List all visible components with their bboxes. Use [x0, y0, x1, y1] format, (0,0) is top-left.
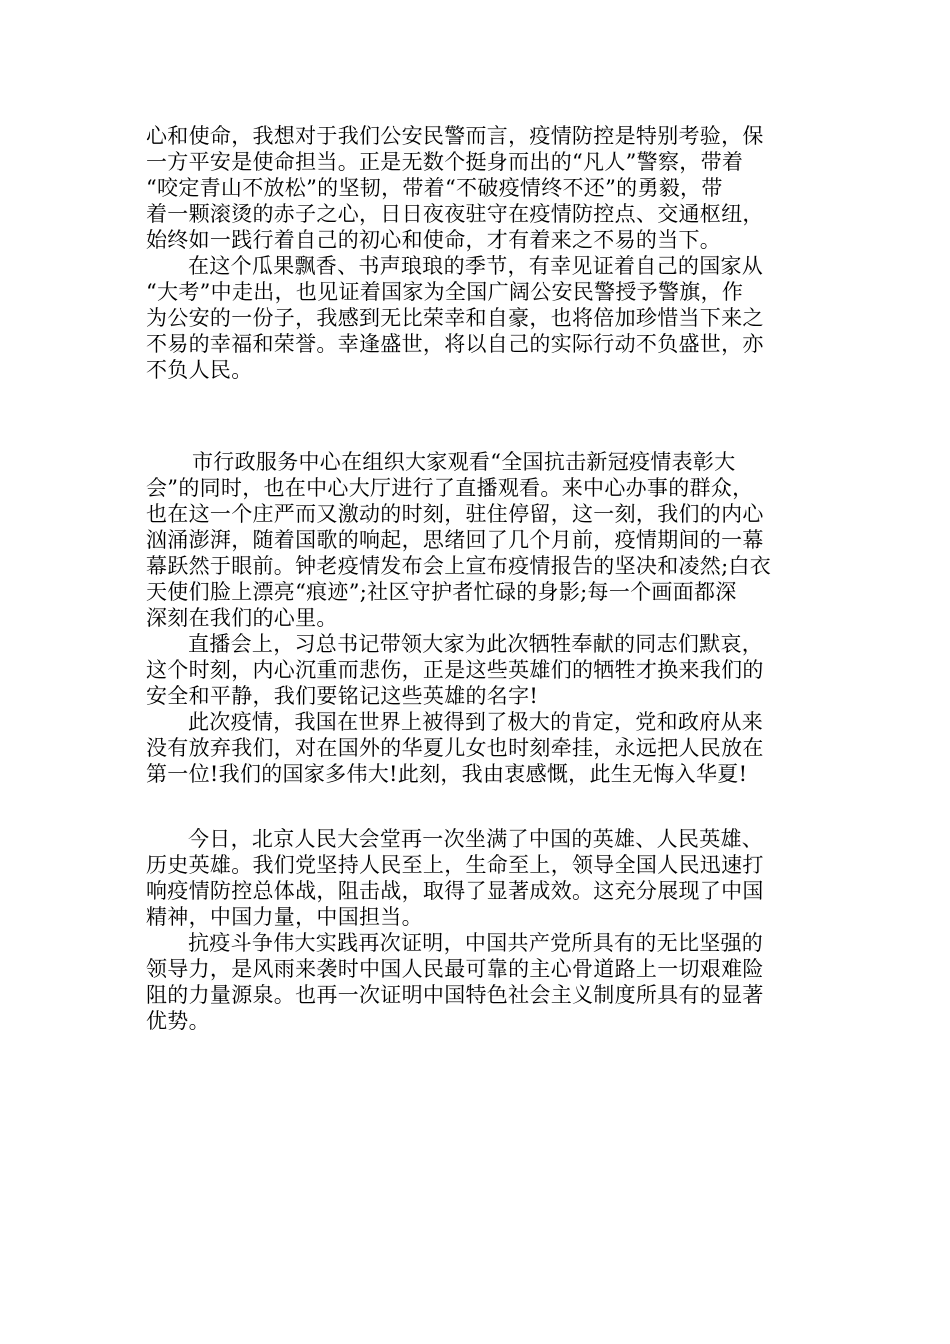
paragraph: 抗疫斗争伟大实践再次证明，中国共产党所具有的无比坚强的 领导力，是风雨来袭时中国人民最可靠的主心骨道路上一切艰难险 阻的力量源泉。也再一次证明中国特色社会主义制度所具有的显著 优势。	[146, 931, 764, 1033]
paragraph: 心和使命，我想对于我们公安民警而言，疫情防控是特别考验，保 一方平安是使命担当。正是无数个挺身而出的“凡人”警察，带着 “咬定青山不放松”的坚韧，带着“不破疫情终不还”的勇毅，带 着一颗滚烫的赤子之心，日日夜夜驻守在疫情防控点、交通枢纽， 始终如一践行着自己的初心和使命，才有着来之不易的当下。	[146, 124, 764, 252]
paragraph: 在这个瓜果飘香、书声琅琅的季节，有幸见证着自己的国家从 “大考”中走出，也见证着国家为全国广阔公安民警授予警旗，作 为公安的一份子，我感到无比荣幸和自豪，也将倍加珍惜当下来之 不易的幸福和荣誉。幸逢盛世，将以自己的实际行动不负盛世，亦 不负人民。	[146, 254, 764, 382]
section-heroes	[146, 826, 806, 1034]
section-police-mission	[146, 123, 806, 383]
paragraph: 此次疫情，我国在世界上被得到了极大的肯定，党和政府从来 没有放弃我们，对在国外的华夏儿女也时刻牵挂，永远把人民放在 第一位!我们的国家多伟大!此刻，我由衷感慨，此生无悔入华夏!	[146, 710, 764, 786]
paragraph: 市行政服务中心在组织大家观看“全国抗击新冠疫情表彰大 会”的同时，也在中心大厅进行了直播观看。来中心办事的群众， 也在这一个庄严而又激动的时刻，驻住停留，这一刻，我们的内心 汹涌澎湃，随着国歌的响起，思绪回了几个月前，疫情期间的一幕 幕跃然于眼前。钟老疫情发布会上宣布疫情报告的坚决和凌然;白衣 天使们脸上漂亮“痕迹”;社区守护者忙碌的身影;每一个画面都深 深刻在我们的心里。	[146, 450, 772, 630]
section-service-center	[146, 449, 806, 787]
paragraph: 直播会上，习总书记带领大家为此次牺牲奉献的同志们默哀， 这个时刻，内心沉重而悲伤，正是这些英雄们的牺牲才换来我们的 安全和平静，我们要铭记这些英雄的名字!	[146, 632, 764, 708]
paragraph: 今日，北京人民大会堂再一次坐满了中国的英雄、人民英雄、 历史英雄。我们党坚持人民至上，生命至上，领导全国人民迅速打 响疫情防控总体战，阻击战，取得了显著成效。这充分展现了中国 精神，中国力量，中国担当。	[146, 827, 764, 929]
